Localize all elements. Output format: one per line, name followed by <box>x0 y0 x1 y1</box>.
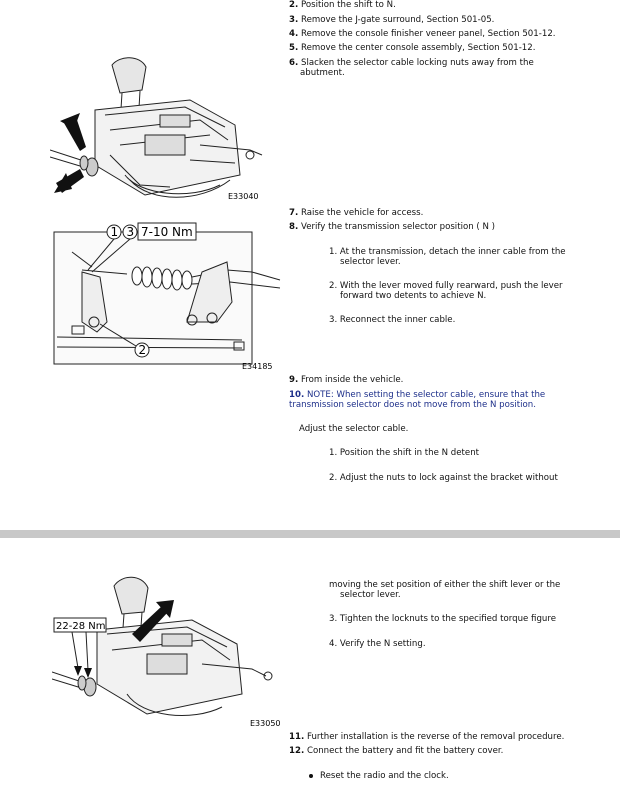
callout-3: 3 <box>126 225 135 239</box>
adjust-substep-2: 2. Adjust the nuts to lock against the bracket without <box>329 473 558 483</box>
figure-id-label: E34185 <box>242 362 273 371</box>
adjust-substep-1: 1. Position the shift in the N detent <box>329 448 480 458</box>
step-5: 5. Remove the center console assembly, Section 501-12. <box>289 43 536 53</box>
step-4: 4. Remove the console finisher veneer panel, Section 501-12. <box>289 29 556 39</box>
substep-8-2: 2. With the lever moved fully rearward, push the lever <box>329 281 563 291</box>
step-9: 9. From inside the vehicle. <box>289 375 404 385</box>
step-7: 7. Raise the vehicle for access. <box>289 208 424 218</box>
adjust-substep-3: 3. Tighten the locknuts to the specified torque figure <box>329 614 556 624</box>
adjust-heading: Adjust the selector cable. <box>299 424 409 434</box>
bullet-reset-radio: Reset the radio and the clock. <box>309 771 449 782</box>
bullet-icon <box>309 774 313 778</box>
step-12: 12. Connect the battery and fit the battery cover. <box>289 746 504 756</box>
adjust-substep-2-cont2: selector lever. <box>340 590 401 600</box>
figure-shifter-removal <box>50 55 265 205</box>
figure-id-label: E33040 <box>228 192 259 201</box>
figure-id-label: E33050 <box>250 719 281 728</box>
torque-label-7-10: 7-10 Nm <box>141 225 193 239</box>
callout-1: 1 <box>110 225 119 239</box>
substep-8-2-cont: forward two detents to achieve N. <box>340 291 487 301</box>
torque-label-22-28: 22-28 Nm <box>56 621 106 632</box>
step-8: 8. Verify the transmission selector position ( N ) <box>289 222 495 232</box>
substep-8-3: 3. Reconnect the inner cable. <box>329 315 456 325</box>
step-10-note: 10. NOTE: When setting the selector cable, ensure that the <box>289 390 546 400</box>
substep-8-1-cont: selector lever. <box>340 257 401 267</box>
callout-2: 2 <box>138 343 147 357</box>
step-2: 2. Position the shift to N. <box>289 0 396 10</box>
adjust-substep-2-cont: moving the set position of either the shift lever or the <box>329 580 561 590</box>
step-10-note-cont: transmission selector does not move from the N position. <box>289 400 536 410</box>
step-3: 3. Remove the J-gate surround, Section 501-05. <box>289 15 495 25</box>
step-6-cont: abutment. <box>300 68 345 78</box>
figure-transmission-lever <box>52 222 282 372</box>
substep-8-1: 1. At the transmission, detach the inner cable from the <box>329 247 566 257</box>
adjust-substep-4: 4. Verify the N setting. <box>329 639 426 649</box>
step-6: 6. Slacken the selector cable locking nuts away from the <box>289 58 534 68</box>
step-11: 11. Further installation is the reverse of the removal procedure. <box>289 732 565 742</box>
figure-shifter-torque <box>52 572 292 732</box>
page-separator <box>0 530 620 538</box>
